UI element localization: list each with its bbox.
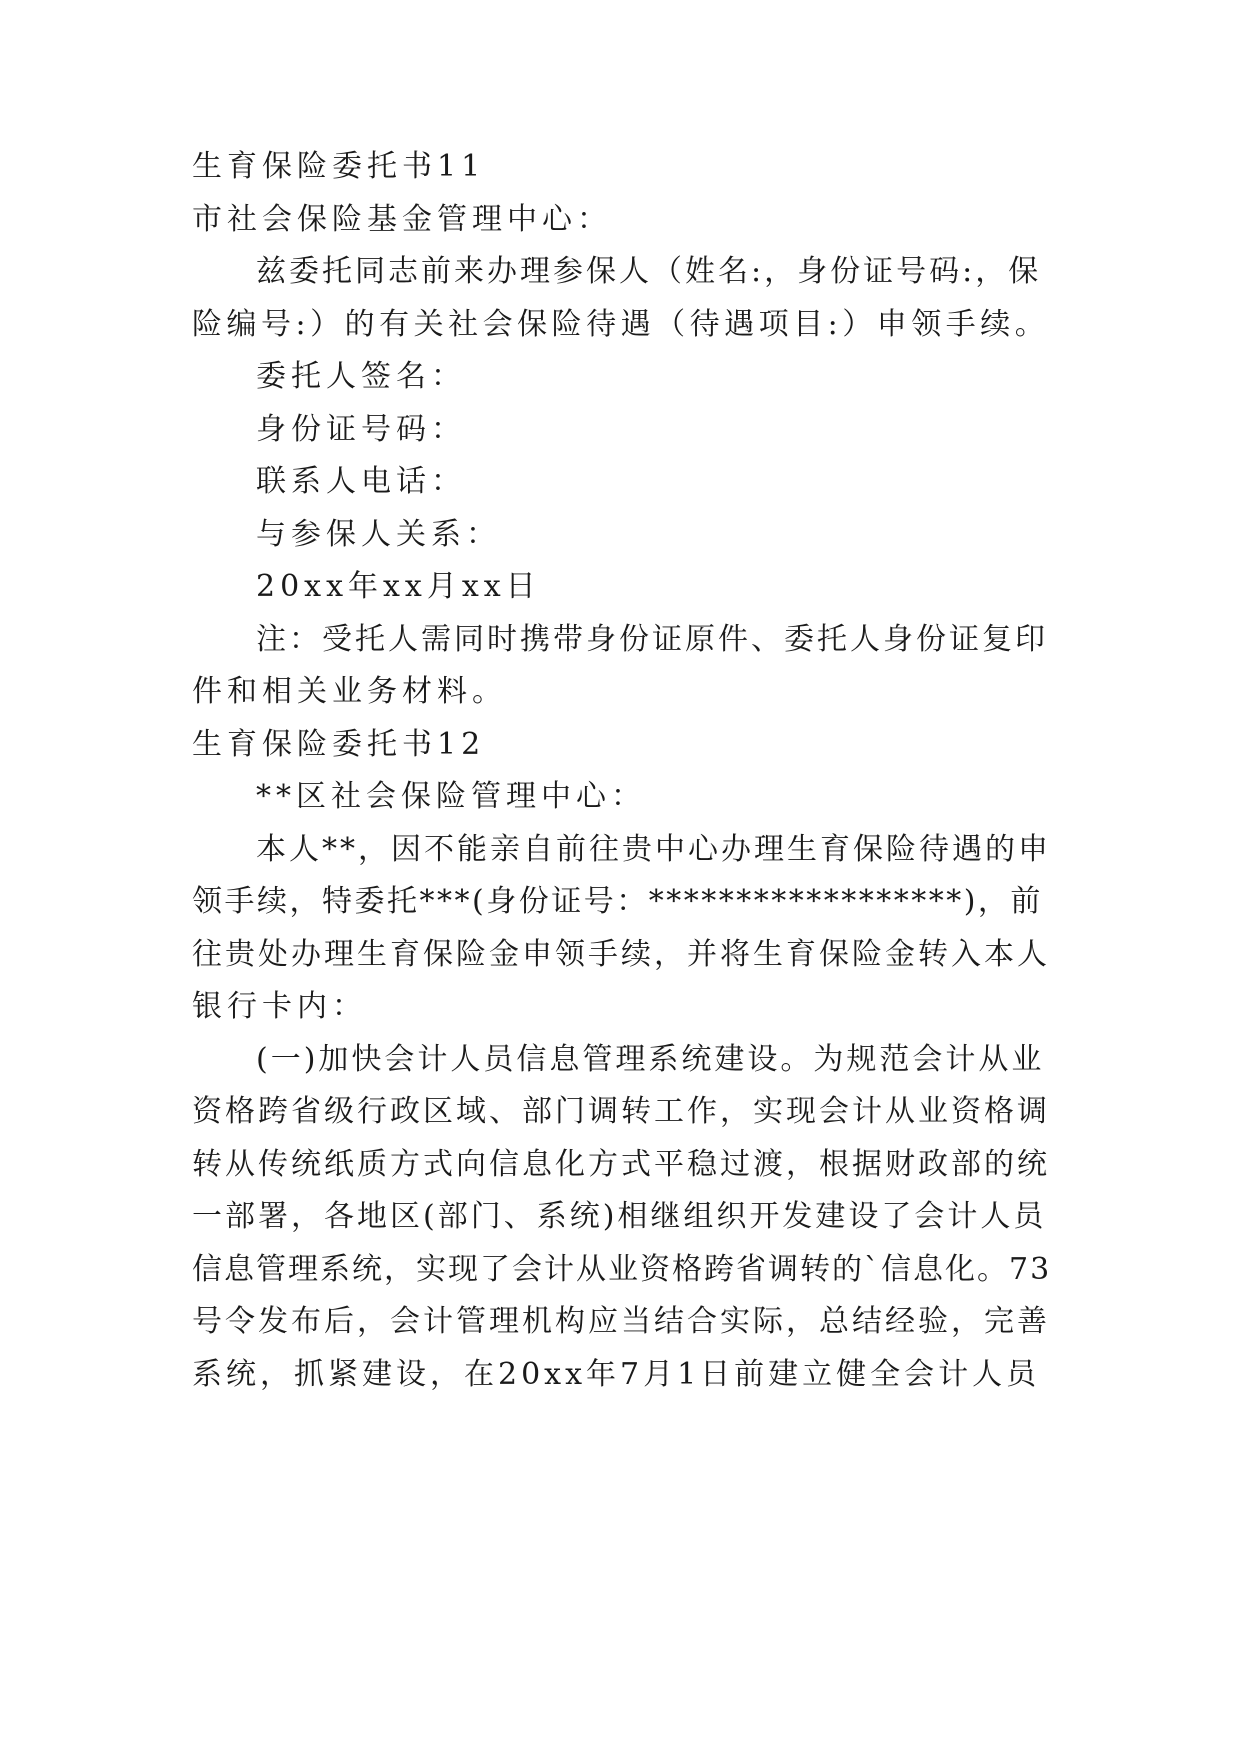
section-title-11: 生育保险委托书11 (192, 149, 486, 184)
paragraph-line: 本人**，因不能亲自前往贵中心办理生育保险待遇的申 (256, 832, 1051, 867)
relationship-field-line: 与参保人关系： (256, 517, 501, 552)
addressee-line: 市社会保险基金管理中心： (192, 202, 612, 237)
paragraph-line: 兹委托同志前来办理参保人（姓名:，身份证号码:，保 (256, 254, 1042, 289)
paragraph-line: 往贵处办理生育保险金申领手续，并将生育保险金转入本人 (192, 937, 1050, 972)
paragraph-line: 险编号:）的有关社会保险待遇（待遇项目:）申领手续。 (192, 307, 1050, 342)
paragraph-line: 资格跨省级行政区域、部门调转工作，实现会计从业资格调 (192, 1094, 1050, 1129)
paragraph-line: 银行卡内： (192, 989, 367, 1024)
paragraph-line: 领手续，特委托***(身份证号：******************)，前 (192, 884, 1043, 919)
paragraph-line: 转从传统纸质方式向信息化方式平稳过渡，根据财政部的统 (192, 1147, 1050, 1182)
paragraph-line: 一部署，各地区(部门、系统)相继组织开发建设了会计人员 (192, 1199, 1047, 1234)
signature-field-line: 委托人签名： (256, 359, 466, 394)
addressee-line: **区社会保险管理中心： (256, 779, 646, 814)
section-title-12: 生育保险委托书12 (192, 727, 486, 762)
paragraph-line: 信息管理系统，实现了会计从业资格跨省调转的`信息化。73 (192, 1252, 1052, 1287)
id-number-field-line: 身份证号码： (256, 412, 466, 447)
paragraph-line: 号令发布后，会计管理机构应当结合实际，总结经验，完善 (192, 1304, 1050, 1339)
phone-field-line: 联系人电话： (256, 464, 466, 499)
note-line: 件和相关业务材料。 (192, 674, 507, 709)
date-line: 20xx年xx月xx日 (256, 569, 541, 604)
note-line: 注：受托人需同时携带身份证原件、委托人身份证复印 (256, 622, 1048, 657)
paragraph-line: (一)加快会计人员信息管理系统建设。为规范会计从业 (256, 1042, 1045, 1077)
paragraph-line: 系统，抓紧建设，在20xx年7月1日前建立健全会计人员 (192, 1357, 1041, 1392)
